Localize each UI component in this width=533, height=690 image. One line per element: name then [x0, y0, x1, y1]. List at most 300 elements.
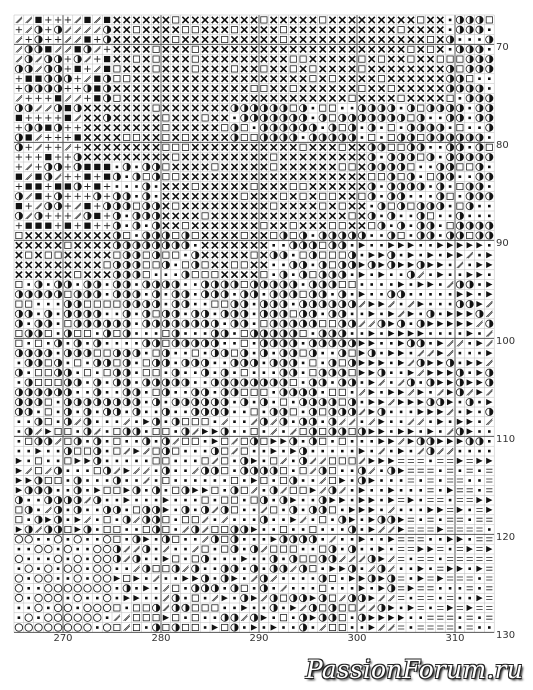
stitch-cell — [388, 27, 394, 33]
stitch-cell — [192, 36, 198, 42]
stitch-cell — [152, 526, 159, 533]
stitch-cell — [222, 458, 228, 464]
stitch-cell — [55, 242, 61, 248]
stitch-cell — [114, 154, 120, 160]
stitch-cell — [84, 517, 90, 523]
stitch-cell — [233, 518, 236, 521]
stitch-cell — [184, 254, 187, 257]
stitch-cell — [447, 56, 453, 62]
stitch-cell — [243, 548, 246, 551]
stitch-cell — [437, 321, 443, 327]
stitch-cell — [427, 36, 433, 42]
stitch-cell — [65, 291, 71, 297]
stitch-cell — [222, 546, 228, 552]
stitch-cell — [300, 36, 306, 42]
stitch-cell — [446, 232, 453, 239]
stitch-cell — [94, 134, 100, 140]
stitch-cell — [270, 134, 277, 141]
stitch-cell — [251, 487, 257, 493]
stitch-cell — [133, 144, 139, 150]
stitch-cell — [57, 548, 60, 551]
stitch-cell — [251, 526, 257, 532]
stitch-cell — [194, 460, 197, 463]
stitch-cell — [429, 332, 432, 335]
stitch-cell — [486, 262, 492, 268]
stitch-cell — [250, 291, 257, 298]
stitch-cell — [437, 104, 444, 111]
stitch-cell — [290, 379, 296, 385]
stitch-cell — [231, 66, 237, 72]
stitch-cell — [280, 203, 286, 209]
stitch-cell — [419, 381, 422, 384]
stitch-cell — [231, 536, 238, 543]
stitch-cell — [449, 28, 452, 31]
stitch-cell — [162, 359, 169, 366]
stitch-cell — [104, 350, 110, 356]
stitch-cell — [280, 477, 286, 483]
stitch-cell — [96, 371, 99, 374]
stitch-cell — [143, 66, 149, 72]
stitch-cell — [467, 616, 473, 619]
stitch-cell — [369, 605, 375, 611]
stitch-cell — [84, 526, 91, 533]
stitch-cell — [270, 408, 277, 415]
stitch-cell — [361, 420, 364, 423]
stitch-cell — [165, 420, 168, 423]
stitch-cell — [486, 36, 493, 43]
stitch-cell — [65, 105, 71, 111]
stitch-cell — [380, 195, 383, 198]
stitch-cell — [388, 526, 394, 532]
stitch-cell — [251, 497, 257, 503]
stitch-cell — [113, 349, 120, 356]
stitch-cell — [223, 362, 226, 365]
stitch-cell — [145, 224, 148, 227]
stitch-cell — [388, 516, 395, 523]
stitch-cell — [486, 399, 492, 405]
stitch-cell — [174, 391, 177, 394]
stitch-cell — [212, 125, 218, 131]
stitch-cell — [398, 379, 404, 385]
stitch-cell — [447, 242, 453, 248]
stitch-cell — [427, 428, 433, 434]
stitch-cell — [457, 606, 463, 609]
stitch-cell — [84, 46, 91, 53]
stitch-cell — [104, 526, 110, 532]
stitch-cell — [113, 408, 120, 415]
stitch-cell — [437, 124, 444, 131]
stitch-cell — [143, 154, 149, 160]
stitch-cell — [54, 585, 61, 592]
stitch-cell — [45, 310, 52, 317]
stitch-cell — [418, 419, 424, 425]
stitch-cell — [459, 332, 462, 335]
stitch-cell — [75, 448, 81, 454]
stitch-cell — [388, 556, 394, 562]
stitch-cell — [251, 95, 257, 101]
col-label-270: 270 — [53, 633, 73, 644]
stitch-cell — [241, 448, 247, 454]
stitch-cell — [251, 85, 257, 91]
stitch-cell — [466, 85, 473, 92]
stitch-cell — [75, 66, 81, 72]
stitch-cell — [241, 46, 247, 52]
stitch-cell — [75, 526, 81, 532]
stitch-cell — [15, 144, 22, 151]
stitch-cell — [135, 313, 138, 316]
stitch-cell — [388, 350, 394, 356]
stitch-cell — [309, 251, 316, 258]
stitch-cell — [351, 587, 354, 590]
stitch-cell — [486, 193, 493, 200]
stitch-cell — [408, 370, 414, 376]
stitch-cell — [172, 310, 179, 317]
stitch-cell — [408, 36, 414, 42]
stitch-cell — [75, 360, 81, 366]
stitch-cell — [25, 124, 32, 131]
stitch-cell — [427, 104, 434, 111]
stitch-cell — [152, 300, 159, 307]
stitch-cell — [270, 565, 277, 572]
stitch-cell — [113, 555, 120, 562]
stitch-cell — [155, 499, 158, 502]
stitch-cell — [241, 262, 247, 268]
stitch-cell — [184, 313, 187, 316]
stitch-cell — [153, 27, 159, 33]
stitch-cell — [162, 242, 169, 249]
stitch-cell — [397, 291, 404, 298]
stitch-cell — [290, 134, 297, 141]
stitch-cell — [222, 27, 228, 33]
stitch-cell — [173, 27, 179, 33]
stitch-cell — [359, 154, 365, 160]
stitch-cell — [478, 479, 481, 482]
stitch-cell — [55, 232, 61, 238]
stitch-cell — [204, 616, 207, 619]
stitch-cell — [380, 509, 383, 512]
stitch-cell — [223, 322, 226, 325]
stitch-cell — [15, 575, 22, 582]
stitch-cell — [94, 585, 101, 592]
stitch-cell — [104, 213, 110, 219]
stitch-cell — [309, 398, 316, 405]
stitch-cell — [65, 458, 71, 464]
stitch-cell — [212, 85, 218, 91]
stitch-cell — [251, 262, 257, 268]
stitch-cell — [194, 332, 197, 335]
stitch-cell — [299, 242, 306, 249]
stitch-cell — [125, 607, 128, 610]
stitch-cell — [270, 555, 277, 562]
stitch-cell — [467, 272, 473, 278]
stitch-cell — [349, 370, 355, 376]
stitch-cell — [143, 262, 149, 268]
stitch-cell — [174, 273, 177, 276]
stitch-cell — [182, 359, 189, 366]
stitch-cell — [418, 350, 424, 356]
stitch-cell — [290, 17, 296, 23]
stitch-cell — [437, 526, 443, 532]
stitch-cell — [456, 300, 463, 307]
stitch-cell — [439, 156, 442, 159]
stitch-cell — [222, 17, 228, 23]
stitch-cell — [114, 360, 120, 366]
stitch-cell — [270, 320, 277, 327]
stitch-cell — [84, 125, 90, 131]
stitch-cell — [300, 154, 306, 160]
stitch-cell — [309, 418, 316, 425]
stitch-cell — [408, 330, 414, 336]
stitch-cell — [282, 607, 285, 610]
stitch-cell — [358, 467, 365, 474]
stitch-cell — [320, 76, 326, 82]
stitch-cell — [378, 428, 384, 434]
stitch-cell — [358, 614, 365, 621]
stitch-cell — [241, 213, 247, 219]
row-label-130: 130 — [496, 630, 516, 642]
stitch-cell — [104, 183, 110, 189]
stitch-cell — [388, 163, 395, 170]
stitch-cell — [37, 616, 40, 619]
stitch-cell — [241, 114, 248, 121]
stitch-cell — [84, 193, 90, 199]
stitch-cell — [369, 409, 375, 415]
stitch-cell — [359, 497, 365, 503]
stitch-cell — [300, 213, 306, 219]
stitch-cell — [222, 448, 228, 454]
stitch-cell — [280, 124, 287, 131]
stitch-cell — [55, 183, 61, 189]
stitch-cell — [368, 261, 375, 268]
stitch-cell — [103, 575, 110, 582]
stitch-cell — [290, 497, 296, 503]
stitch-cell — [370, 283, 373, 286]
stitch-cell — [64, 281, 71, 288]
stitch-cell — [476, 497, 482, 503]
stitch-cell — [123, 193, 130, 200]
stitch-cell — [222, 134, 228, 140]
stitch-cell — [113, 222, 120, 229]
stitch-cell — [280, 251, 287, 258]
stitch-cell — [427, 379, 434, 386]
stitch-cell — [476, 548, 482, 551]
stitch-cell — [152, 242, 159, 249]
stitch-cell — [447, 528, 453, 531]
stitch-cell — [133, 154, 139, 160]
stitch-cell — [253, 538, 256, 541]
stitch-cell — [368, 555, 375, 562]
stitch-cell — [135, 499, 138, 502]
stitch-cell — [380, 313, 383, 316]
stitch-cell — [457, 252, 463, 258]
stitch-cell — [449, 215, 452, 218]
stitch-cell — [18, 607, 21, 610]
stitch-cell — [135, 460, 138, 463]
stitch-cell — [212, 232, 218, 238]
stitch-cell — [427, 56, 433, 62]
stitch-cell — [408, 17, 414, 23]
stitch-cell — [251, 154, 257, 160]
stitch-cell — [231, 545, 238, 552]
stitch-cell — [380, 283, 383, 286]
stitch-cell — [233, 342, 236, 345]
stitch-cell — [280, 399, 286, 405]
stitch-cell — [320, 27, 326, 33]
stitch-cell — [310, 66, 316, 72]
stitch-cell — [143, 438, 150, 445]
stitch-cell — [466, 46, 473, 53]
stitch-cell — [263, 293, 266, 296]
stitch-cell — [163, 458, 169, 464]
stitch-cell — [45, 585, 52, 592]
stitch-cell — [116, 587, 119, 590]
stitch-cell — [37, 303, 40, 306]
stitch-cell — [300, 193, 306, 199]
stitch-cell — [251, 419, 257, 425]
stitch-cell — [388, 458, 394, 464]
stitch-cell — [173, 203, 179, 209]
stitch-cell — [55, 379, 61, 385]
stitch-cell — [55, 134, 61, 140]
stitch-cell — [427, 222, 434, 229]
stitch-cell — [143, 144, 149, 150]
stitch-cell — [64, 349, 71, 356]
stitch-cell — [349, 183, 355, 189]
stitch-cell — [172, 320, 179, 327]
stitch-cell — [369, 468, 375, 474]
stitch-cell — [427, 153, 434, 160]
stitch-cell — [339, 252, 345, 258]
stitch-cell — [437, 626, 443, 629]
stitch-cell — [418, 36, 424, 42]
stitch-cell — [64, 398, 71, 405]
stitch-cell — [145, 401, 148, 404]
stitch-cell — [351, 244, 354, 247]
stitch-cell — [202, 272, 208, 278]
stitch-cell — [418, 597, 424, 600]
stitch-cell — [261, 27, 267, 33]
stitch-cell — [329, 330, 336, 337]
stitch-cell — [241, 349, 248, 356]
stitch-cell — [15, 212, 22, 219]
stitch-cell — [231, 223, 237, 229]
stitch-cell — [488, 430, 491, 433]
stitch-cell — [241, 203, 247, 209]
stitch-cell — [233, 117, 236, 120]
stitch-cell — [202, 213, 208, 219]
stitch-cell — [329, 76, 335, 82]
stitch-cell — [143, 468, 149, 474]
stitch-cell — [133, 555, 140, 562]
stitch-cell — [349, 36, 355, 42]
stitch-cell — [339, 566, 345, 572]
stitch-cell — [280, 389, 287, 396]
stitch-cell — [263, 538, 266, 541]
stitch-cell — [116, 518, 119, 521]
stitch-cell — [320, 517, 326, 523]
stitch-cell — [418, 606, 424, 609]
stitch-cell — [310, 95, 316, 101]
stitch-cell — [310, 360, 316, 366]
stitch-cell — [369, 56, 375, 62]
stitch-cell — [103, 202, 110, 209]
stitch-cell — [84, 17, 90, 23]
stitch-cell — [233, 411, 236, 414]
stitch-cell — [241, 85, 247, 91]
stitch-cell — [390, 381, 393, 384]
stitch-cell — [172, 379, 179, 386]
stitch-cell — [173, 487, 179, 493]
stitch-cell — [96, 518, 99, 521]
stitch-cell — [222, 105, 228, 111]
stitch-cell — [309, 506, 316, 513]
stitch-cell — [94, 545, 101, 552]
stitch-cell — [94, 428, 100, 434]
stitch-cell — [94, 438, 101, 445]
stitch-cell — [231, 124, 238, 131]
stitch-cell — [468, 567, 471, 570]
stitch-cell — [192, 624, 198, 630]
stitch-cell — [280, 104, 287, 111]
stitch-cell — [55, 115, 61, 121]
stitch-cell — [447, 557, 453, 560]
stitch-cell — [152, 222, 159, 229]
stitch-cell — [201, 369, 208, 376]
stitch-cell — [310, 183, 316, 189]
stitch-cell — [410, 234, 413, 237]
stitch-cell — [243, 499, 246, 502]
stitch-cell — [162, 467, 169, 474]
stitch-cell — [380, 332, 383, 335]
stitch-cell — [488, 244, 491, 247]
stitch-cell — [35, 76, 41, 82]
stitch-cell — [270, 340, 277, 347]
stitch-cell — [37, 558, 40, 561]
stitch-cell — [84, 144, 90, 150]
stitch-cell — [145, 626, 148, 629]
stitch-cell — [341, 528, 344, 531]
stitch-cell — [163, 624, 169, 630]
stitch-cell — [184, 587, 187, 590]
stitch-cell — [261, 213, 267, 219]
stitch-cell — [165, 401, 168, 404]
stitch-cell — [45, 379, 51, 385]
stitch-cell — [290, 546, 296, 552]
stitch-cell — [155, 185, 158, 188]
stitch-cell — [378, 56, 384, 62]
stitch-cell — [320, 95, 326, 101]
stitch-cell — [359, 66, 365, 72]
stitch-cell — [152, 418, 159, 425]
stitch-cell — [74, 585, 81, 592]
stitch-cell — [106, 391, 109, 394]
stitch-cell — [361, 440, 364, 443]
stitch-cell — [339, 46, 345, 52]
stitch-cell — [103, 555, 110, 562]
stitch-cell — [280, 526, 286, 532]
stitch-cell — [35, 174, 41, 180]
stitch-cell — [27, 499, 30, 502]
stitch-cell — [222, 242, 228, 248]
stitch-cell — [65, 438, 71, 444]
stitch-cell — [184, 332, 187, 335]
stitch-cell — [309, 310, 316, 317]
stitch-cell — [45, 419, 51, 425]
stitch-cell — [388, 438, 394, 444]
stitch-cell — [439, 538, 442, 541]
stitch-cell — [437, 409, 443, 415]
stitch-cell — [329, 310, 336, 317]
